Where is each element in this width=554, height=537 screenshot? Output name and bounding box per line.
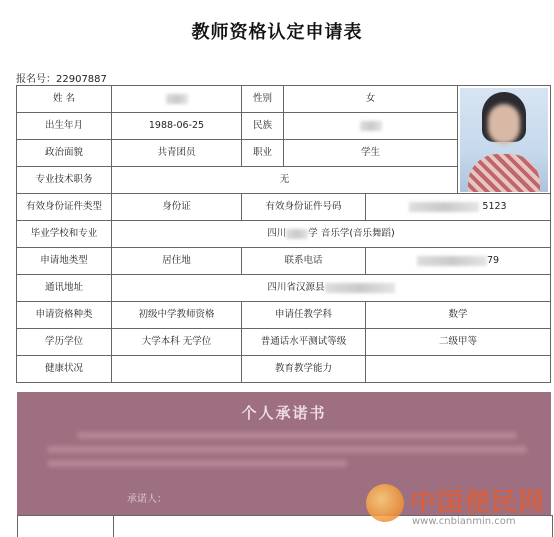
gender-label: 性别 [242, 86, 284, 113]
gender-value: 女 [284, 86, 458, 113]
obscured-text-line [77, 432, 517, 439]
tech-title-label: 专业技术职务 [17, 167, 112, 194]
registration-number-value: 22907887 [56, 74, 107, 85]
watermark-url: www.cnbianmin.com [412, 516, 516, 527]
obscured-text-line [47, 446, 527, 453]
phone-label: 联系电话 [242, 248, 366, 275]
redacted-school [286, 229, 308, 239]
redacted-address [325, 283, 395, 293]
birth-label: 出生年月 [17, 113, 112, 140]
promise-title: 个人承诺书 [241, 404, 327, 422]
promise-signer-label: 承诺人： [127, 494, 167, 505]
school-value [112, 221, 551, 248]
watermark-brand: 中国便民网 [410, 488, 546, 518]
phone-visible: 79 [486, 255, 500, 266]
watermark-logo-icon [366, 484, 404, 522]
health-label: 健康状况 [17, 356, 112, 383]
redacted-id-number [409, 202, 479, 212]
subject-value: 数学 [366, 302, 551, 329]
ethnic-value [284, 113, 458, 140]
tech-title-value: 无 [112, 167, 458, 194]
table-row [17, 221, 551, 248]
table-row [17, 194, 551, 221]
phone-value [366, 248, 551, 275]
id-number-label: 有效身份证件号码 [242, 194, 366, 221]
mandarin-value: 二级甲等 [366, 329, 551, 356]
form-title: 教师资格认定申请表 [191, 22, 363, 43]
cert-type-label: 申请资格种类 [17, 302, 112, 329]
redacted-phone [417, 256, 487, 266]
redacted-ethnic [360, 121, 382, 131]
school-value-start: 四川 [267, 228, 287, 239]
job-value: 学生 [284, 140, 458, 167]
apply-location-type-value: 居住地 [112, 248, 242, 275]
education-label: 学历学位 [17, 329, 112, 356]
id-number-value [366, 194, 551, 221]
name-label: 姓 名 [17, 86, 112, 113]
application-form-table [16, 85, 551, 383]
id-number-visible: 5123 [482, 201, 507, 212]
address-label: 通讯地址 [17, 275, 112, 302]
redacted-name [166, 94, 188, 104]
table-row [17, 86, 551, 113]
applicant-photo [460, 88, 548, 192]
table-row [17, 248, 551, 275]
name-value [112, 86, 242, 113]
school-value-end: 学 音乐学(音乐舞蹈) [308, 228, 395, 239]
ability-value [366, 356, 551, 383]
table-row [17, 329, 551, 356]
id-type-value: 身份证 [112, 194, 242, 221]
address-value [112, 275, 551, 302]
apply-location-type-label: 申请地类型 [17, 248, 112, 275]
registration-number [16, 70, 107, 85]
id-type-label: 有效身份证件类型 [17, 194, 112, 221]
political-label: 政治面貌 [17, 140, 112, 167]
ability-label: 教育教学能力 [242, 356, 366, 383]
table-row [17, 302, 551, 329]
obscured-text-line [47, 460, 347, 467]
site-watermark [366, 482, 552, 534]
table-row [17, 356, 551, 383]
table-row [17, 275, 551, 302]
education-value: 大学本科 无学位 [112, 329, 242, 356]
address-visible: 四川省汉源县 [267, 282, 325, 293]
subject-label: 申请任教学科 [242, 302, 366, 329]
registration-number-label: 报名号： [16, 74, 56, 85]
mandarin-label: 普通话水平测试等级 [242, 329, 366, 356]
job-label: 职业 [242, 140, 284, 167]
school-label: 毕业学校和专业 [17, 221, 112, 248]
applicant-photo-cell [458, 86, 551, 194]
birth-value: 1988-06-25 [112, 113, 242, 140]
cert-type-value: 初级中学教师资格 [112, 302, 242, 329]
ethnic-label: 民族 [242, 113, 284, 140]
health-value [112, 356, 242, 383]
political-value: 共青团员 [112, 140, 242, 167]
